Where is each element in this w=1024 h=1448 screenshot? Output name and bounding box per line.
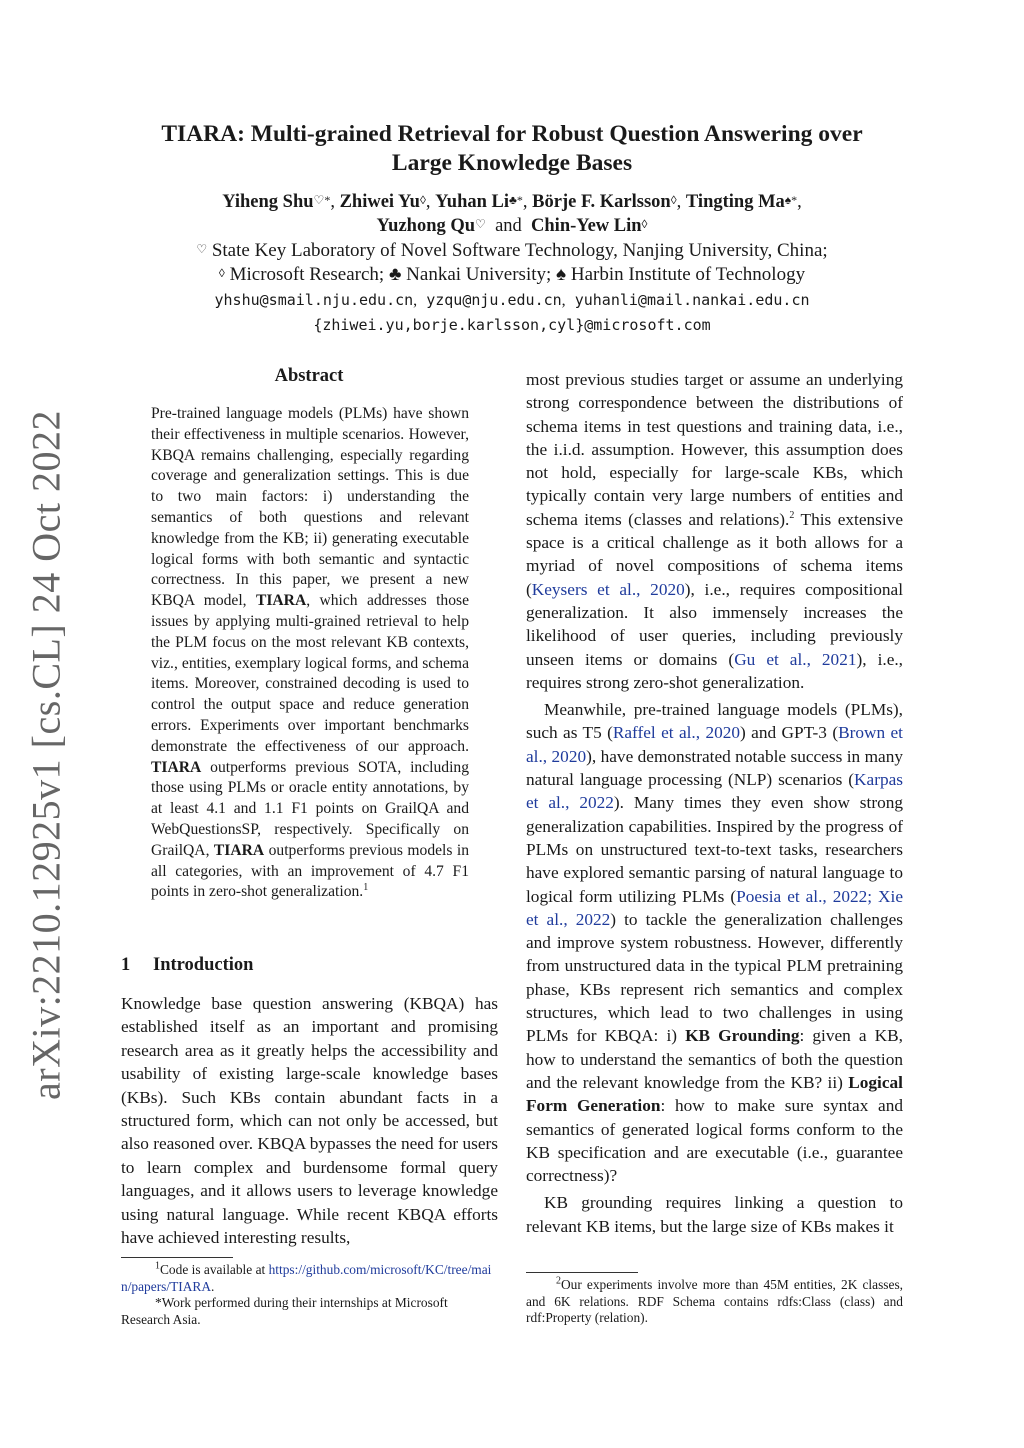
col2-text: This extensive space is a critical challenge as it both allows for a myriad of novel compositions of schema items ( bbox=[526, 509, 903, 599]
col2-text: : how to make sure syntax and semantics of generated logical forms conform to the KB specification and are executable (i.e., guarantee correctness)? bbox=[526, 1096, 903, 1186]
author-line-1: Yiheng Shu♡*, Zhiwei Yu◊, Yuhan Li♣*, Börje F. Karlsson◊, Tingting Ma♠*, bbox=[222, 192, 802, 212]
tiara-name: TIARA bbox=[151, 758, 202, 776]
col2-text: ), i.e., requires strong zero-shot generalization. bbox=[526, 649, 904, 692]
author-name: Tingting Ma bbox=[685, 192, 785, 212]
spade-icon: ♠ bbox=[556, 264, 567, 285]
footnote-number: 2 bbox=[556, 1275, 561, 1287]
heart-icon: ♡ bbox=[196, 242, 208, 256]
arxiv-id: arXiv:2210.12925v1 [cs.CL] 24 Oct 2022 bbox=[23, 409, 69, 1101]
footnote-rule bbox=[526, 1272, 638, 1273]
abstract-text-2: , which addresses those issues by applying multi-grained retrieval to help the PLM focus on the most relevant KB contexts, viz., entities, exemplary logical forms, and schema items. Moreover, constrained decoding is used to control the output space and reduce generation errors. Experiments over important benchmarks demonstrate the effectiveness of our approach. bbox=[151, 592, 469, 755]
email-link[interactable]: yhshu@smail.nju.edu.cn bbox=[214, 291, 414, 309]
footnote-rule bbox=[121, 1257, 233, 1258]
paper-title bbox=[120, 120, 904, 178]
affiliation-harbin: Harbin Institute of Technology bbox=[570, 264, 806, 285]
author-name: Yuzhong Qu bbox=[376, 216, 476, 236]
citation-link[interactable]: Keysers et al., 2020 bbox=[531, 579, 685, 599]
diamond-icon: ◊ bbox=[641, 217, 648, 231]
footnote-marker[interactable]: 1 bbox=[363, 882, 369, 894]
footnote-star: *Work performed during their internships at Microsoft Research Asia. bbox=[121, 1295, 448, 1327]
paragraph-meanwhile bbox=[526, 698, 903, 1187]
heart-icon: ♡ bbox=[475, 217, 486, 231]
citation-link[interactable]: Gu et al., 2021 bbox=[734, 649, 857, 669]
citation-link[interactable]: Poesia et al., 2022; Xie et al., 2022 bbox=[526, 886, 903, 929]
col2-text: ), i.e., requires compositional generalization. It also immensely increases the likelihood of user queries, including previously unseen items or domains ( bbox=[526, 579, 903, 669]
title-line-2: Large Knowledge Bases bbox=[391, 150, 633, 176]
author-name: Chin-Yew Lin bbox=[531, 216, 642, 236]
affiliation-nju: State Key Laboratory of Novel Software Technology, Nanjing University, China; bbox=[211, 240, 828, 261]
diamond-icon: ◊ bbox=[670, 193, 677, 207]
col2-text: ) to tackle the generalization challenges and improve system robustness. However, differently from unstructured data in the typical PLM pretraining phase, KBs represent rich semantics and complex structures, which lead to two challenges in using PLMs for KBQA: i) bbox=[526, 909, 904, 1046]
author-list bbox=[120, 190, 904, 238]
col2-text: most previous studies target or assume an underlying strong correspondence between the distributions of schema items in test questions and training data, i.e., the i.i.d. assumption. However, this assumption does not hold, especially for large-scale KBs, which typically contain very large numbers of entities and schema items (classes and relations). bbox=[526, 370, 903, 529]
footnote-1-text: Code is available at bbox=[160, 1262, 266, 1277]
email-link[interactable]: yzqu@nju.edu.cn bbox=[426, 291, 562, 309]
section-heading-introduction bbox=[121, 955, 253, 976]
right-column bbox=[526, 368, 903, 1238]
abstract-text-3: outperforms previous SOTA, including those using PLMs or oracle entity annotations, by at least 4.1 and 1.1 F1 points on GrailQA and WebQuestionsSP, respectively. Specifically on GrailQA, bbox=[151, 758, 469, 859]
intro-paragraph: Knowledge base question answering (KBQA) has established itself as an important and promising research area as it greatly helps the accessibility and usability of existing large-scale knowledge bases (KBs). Such KBs contain abundant facts in a structured form, which can not only be accessed, but also reasoned over. KBQA bypasses the need for users to learn complex and burdensome formal query languages, and it allows users to leverage knowledge using natural language. While recent KBQA efforts have achieved interesting results, bbox=[121, 994, 498, 1248]
paragraph-continuation bbox=[526, 368, 903, 694]
arxiv-sidebar bbox=[14, 409, 78, 1101]
col2-text: Meanwhile, pre-trained language models (PLMs), such as T5 ( bbox=[526, 700, 903, 743]
tiara-name: TIARA bbox=[213, 841, 265, 859]
star-icon: * bbox=[324, 193, 331, 207]
author-line-2 bbox=[120, 214, 904, 238]
paragraph-kb-grounding: KB grounding requires linking a question to relevant KB items, but the large size of KBs makes it bbox=[526, 1193, 903, 1236]
author-name: Zhiwei Yu bbox=[339, 192, 420, 212]
abstract-text-1: Pre-trained language models (PLMs) have shown their effectiveness in multiple scenarios. However, KBQA remains challenging, especially regarding coverage and generalization settings. This is due to two main factors: i) understanding the semantics of both questions and relevant knowledge from the KB; ii) generating executable logical forms with both semantic and syntactic correctness. In this paper, we present a new KBQA model, bbox=[151, 405, 469, 610]
citation-link[interactable]: Raffel et al., 2020 bbox=[612, 723, 741, 743]
section-title: Introduction bbox=[153, 955, 254, 975]
star-icon: * bbox=[516, 193, 523, 207]
term-kb-grounding: KB Grounding bbox=[685, 1026, 800, 1046]
footnote-number: 1 bbox=[155, 1260, 160, 1272]
emails bbox=[120, 288, 904, 337]
diamond-icon: ◊ bbox=[419, 193, 426, 207]
col2-text: : given a KB, how to understand the semantics of both the question and the relevant knowledge from the KB? ii) bbox=[526, 1026, 903, 1092]
club-icon: ♣ bbox=[388, 264, 402, 285]
email-separator: , bbox=[413, 292, 418, 309]
col2-text: ), have demonstrated notable success in many natural language processing (NLP) scenarios ( bbox=[526, 746, 903, 790]
col2-text: ) and GPT-3 ( bbox=[740, 723, 839, 743]
abstract-heading: Abstract bbox=[274, 366, 344, 386]
affiliation-microsoft: Microsoft Research; bbox=[229, 264, 385, 285]
club-icon: ♣ bbox=[509, 193, 517, 207]
citation-link[interactable]: Karpas et al., 2022 bbox=[526, 770, 903, 813]
affiliation-line-2 bbox=[120, 263, 904, 287]
footnote-1 bbox=[121, 1262, 498, 1295]
footnote-period: . bbox=[211, 1278, 215, 1294]
author-and: and bbox=[495, 216, 522, 236]
tiara-name: TIARA bbox=[255, 592, 307, 610]
spade-icon: ♠ bbox=[784, 193, 792, 207]
email-line-1 bbox=[120, 288, 904, 313]
section-number: 1 bbox=[121, 955, 131, 975]
affiliation-line-1 bbox=[120, 239, 904, 263]
email-link[interactable]: yuhanli@mail.nankai.edu.cn bbox=[574, 291, 810, 309]
star-icon: * bbox=[791, 193, 798, 207]
diamond-icon: ◊ bbox=[218, 266, 225, 280]
citation-link[interactable]: Brown et al., 2020 bbox=[526, 723, 903, 766]
footnotes-left bbox=[121, 1262, 498, 1328]
code-link[interactable]: https://github.com/microsoft/KC/tree/main/papers/TIARA bbox=[121, 1262, 492, 1294]
affiliation-nankai: Nankai University; bbox=[406, 264, 552, 285]
abstract-text-4: outperforms previous models in all categories, with an improvement of 4.7 F1 points in zero-shot generalization. bbox=[151, 841, 469, 901]
abstract-body bbox=[151, 404, 469, 903]
email-line-2[interactable]: {zhiwei.yu,borje.karlsson,cyl}@microsoft.com bbox=[313, 316, 711, 334]
footnote-2 bbox=[526, 1277, 903, 1327]
title-line-1: TIARA: Multi-grained Retrieval for Robust Question Answering over bbox=[161, 121, 863, 147]
affiliations bbox=[120, 239, 904, 287]
footnote-2-text: Our experiments involve more than 45M entities, 2K classes, and 6K relations. RDF Schema contains rdfs:Class (class) and rdf:Property (relation). bbox=[526, 1277, 903, 1326]
author-name: Börje F. Karlsson bbox=[532, 192, 671, 212]
author-name: Yiheng Shu bbox=[222, 192, 314, 212]
footnote-marker[interactable]: 2 bbox=[789, 510, 795, 522]
term-logical-form-generation: Logical Form Generation bbox=[526, 1072, 903, 1116]
email-separator: , bbox=[561, 292, 566, 309]
col2-text: ). Many times they even show strong generalization capabilities. Inspired by the progress of PLMs on unstructured text-to-text tasks, researchers have explored semantic parsing of natural language to logical form utilizing PLMs ( bbox=[526, 793, 903, 906]
heart-icon: ♡ bbox=[313, 193, 325, 207]
author-name: Yuhan Li bbox=[435, 192, 510, 212]
